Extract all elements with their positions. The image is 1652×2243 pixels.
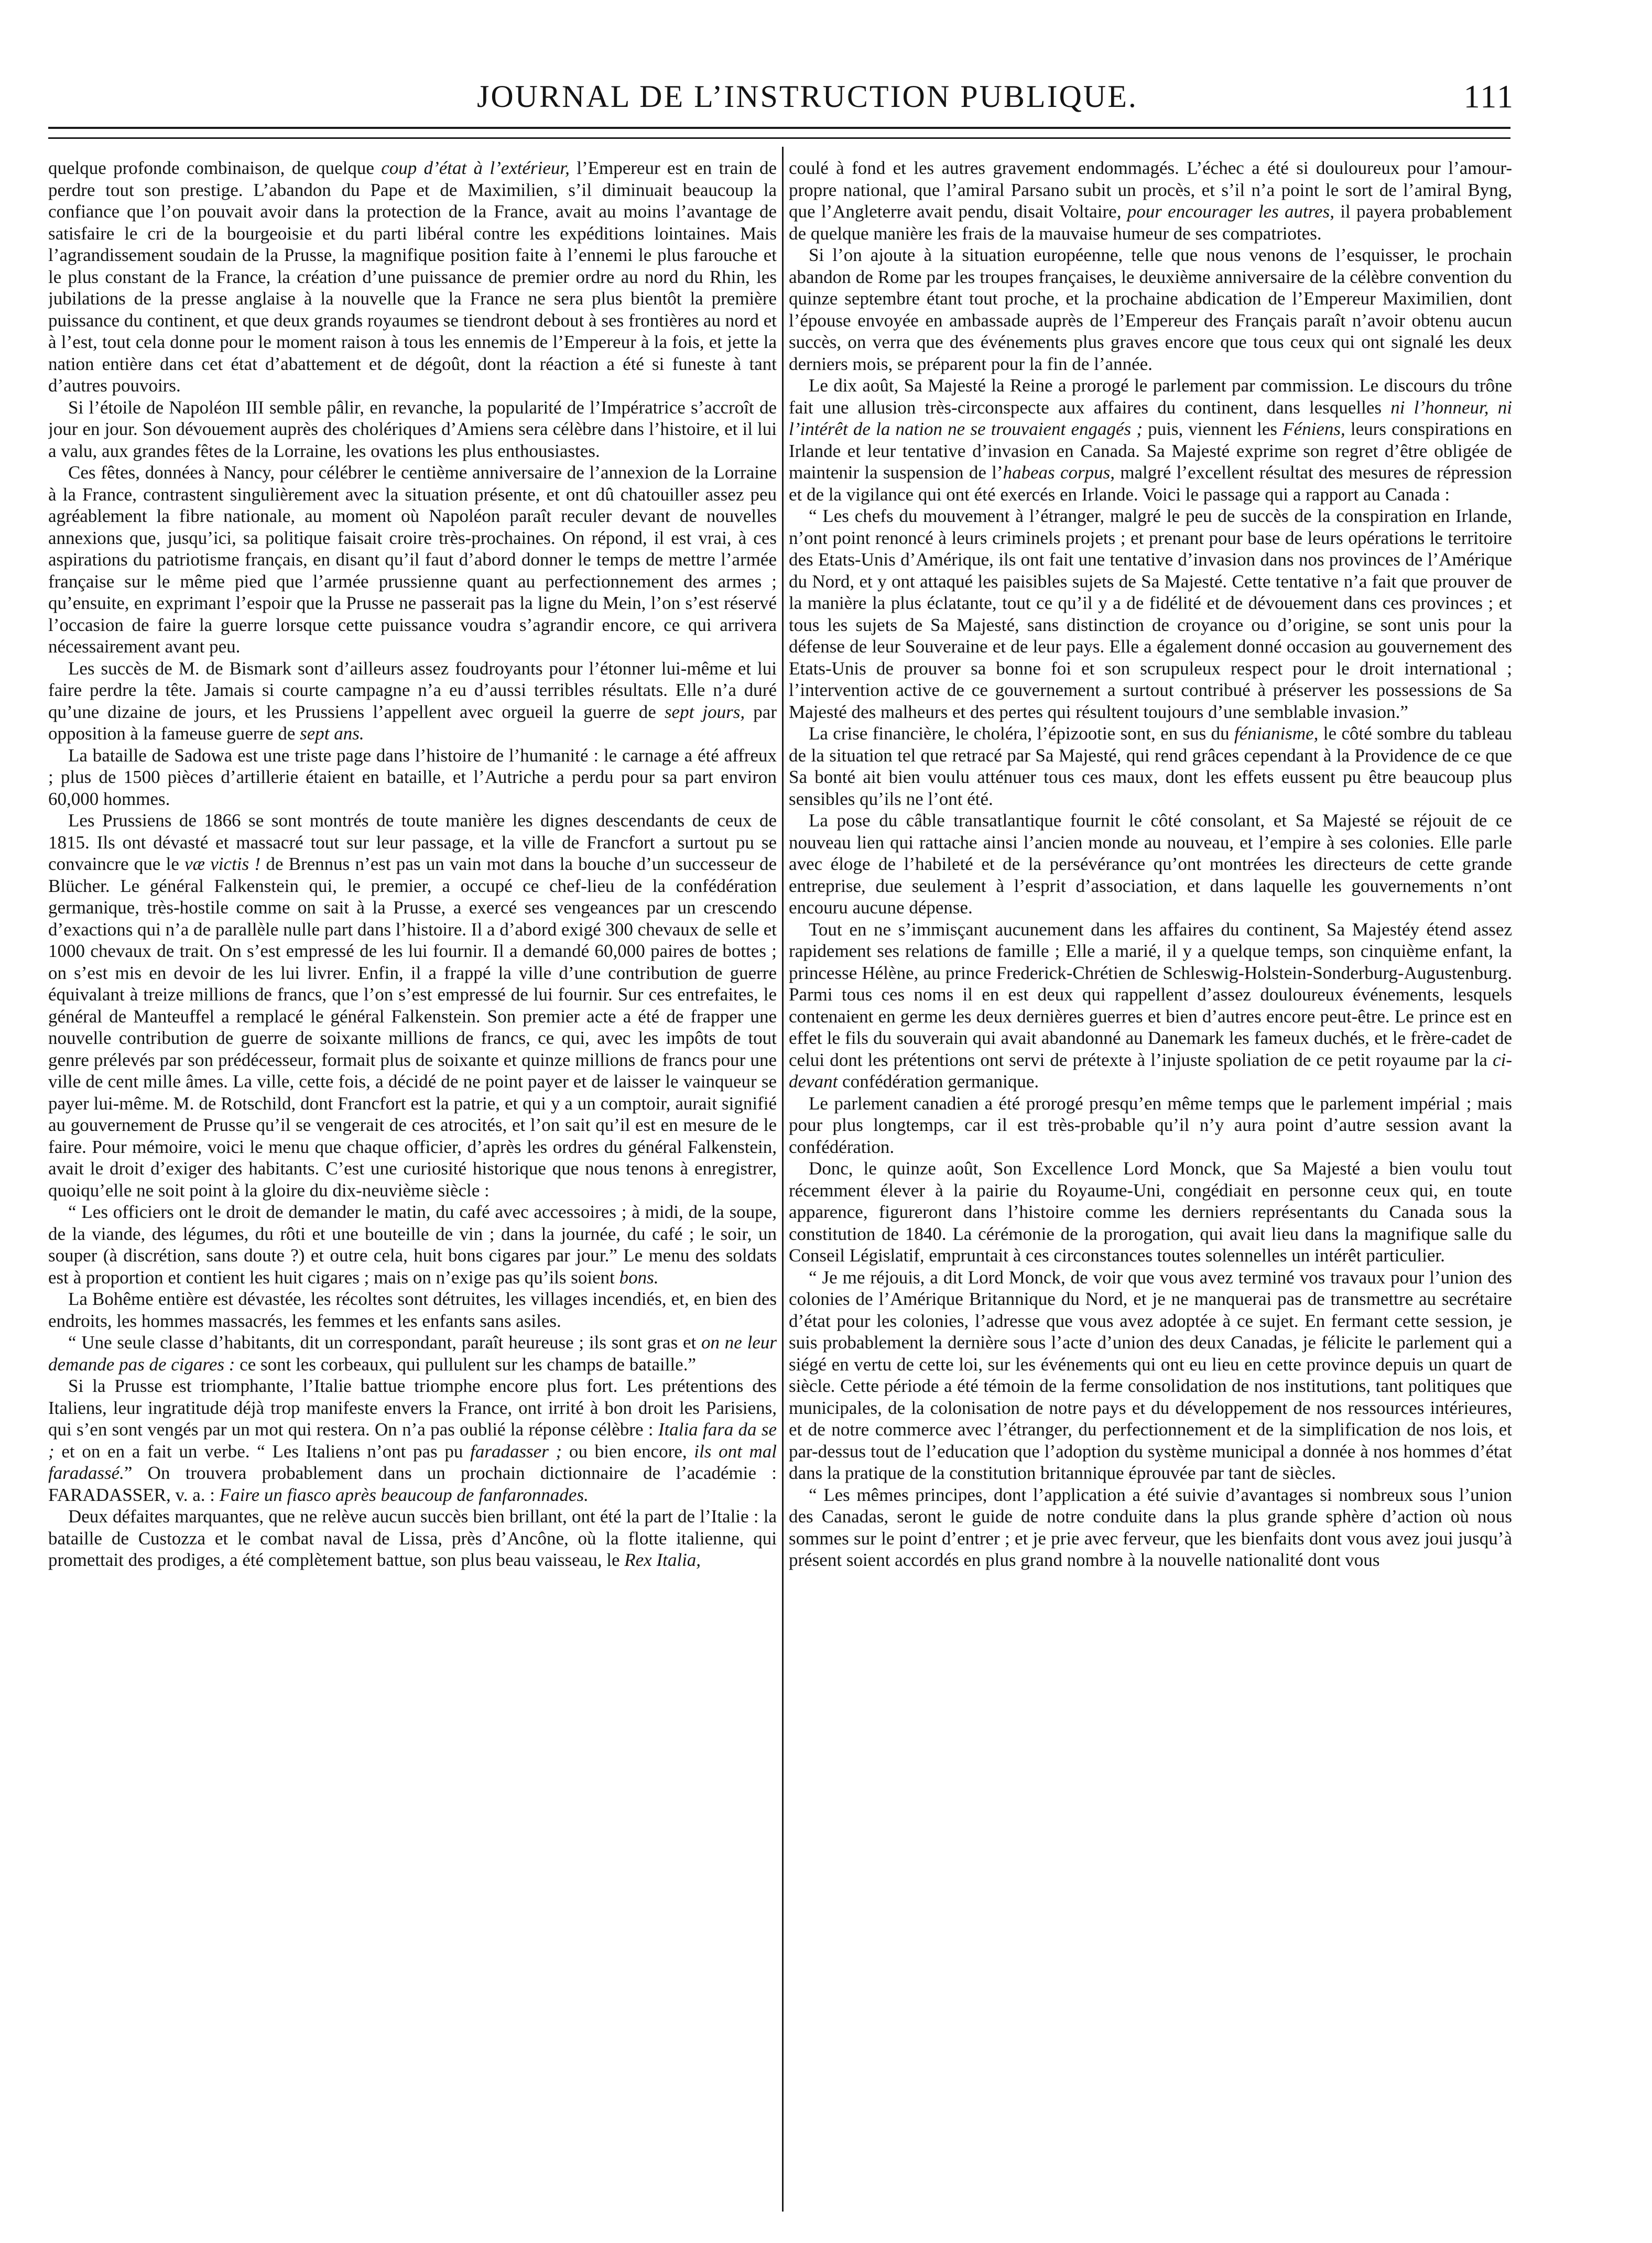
paragraph [789, 157, 1512, 244]
text-run: “ Les officiers ont le droit de demander le matin, du café avec accessoires ; à midi, de la soupe, de la viande, des légumes, du rôti et une bouteille de vin ; dans la journée, du café ; le soir, un souper (à discrétion, sans doute ?) et outre cela, huit bons cigares par jour.” Le menu des soldats est à proportion et contient les huit cigares ; mais on n’exige pas qu’ils soient [48, 1202, 777, 1288]
paragraph [48, 397, 777, 462]
paragraph [48, 157, 777, 397]
text-run: “ Les chefs du mouvement à l’étranger, malgré le peu de succès de la conspiration en Irlande, n’ont point renoncé à leurs criminels projets ; et prenant pour base de leurs opérations le territoire des Etats-Unis d’Amérique, ils ont fait une tentative d’invasion dans nos provinces de l’Amérique du Nord, et y ont attaqué les paisibles sujets de Sa Majesté. Cette tentative n’a fait que prouver de la manière la plus éclatante, tout ce qu’il y a de fidélité et de dévouement dans ces provinces ; et tous les sujets de Sa Majesté, sans distinction de croyance ou d’origine, se sont unis pour la défense de leur Souveraine et de leur pays. Elle a également donné occasion au gouvernement des Etats-Unis de prouver sa bonne foi et son scrupuleux respect pour le droit international ; l’intervention active de ce gouvernement a surtout contribué à préserver les possessions de Sa Majesté des malheurs et des pertes qui résultent toujours d’une semblable invasion.” [789, 506, 1512, 722]
text-run: La bataille de Sadowa est une triste page dans l’histoire de l’humanité : le carnage a été affreux ; plus de 1500 pièces d’artillerie étaient en bataille, et l’Autriche a perdu pour sa part environ 60,000 hommes. [48, 745, 777, 809]
italic-text: on ne leur demande pas de cigares : [48, 1332, 777, 1375]
paragraph [789, 1093, 1512, 1158]
text-run: l’Empereur est en train de perdre tout son prestige. L’abandon du Pape et de Maximilien, s’il diminuait beaucoup la confiance que l’on pouvait avoir dans la protection de la France, avait au moins l’avantage de satisfaire le cri de la bourgeoisie et du parti libéral contre les expéditions lointaines. Mais l’agrandissement soudain de la Prusse, la magnifique position faite à l’ennemi le plus farouche et le plus constant de la France, la création d’une puissance de premier ordre au nord du Rhin, les jubilations de la presse anglaise à la nouvelle que la France ne sera plus bientôt la première puissance du continent, et que deux grands royaumes se tiendront debout à ses frontières au nord et à l’est, tout cela donne pour le moment raison à tous les ennemis de l’Empereur à la fois, et jette la nation entière dans cet état d’abattement et de dégoût, dont la réaction a été si funeste à tant d’autres pouvoirs. [48, 158, 777, 396]
italic-text: sept ans. [300, 723, 364, 744]
paragraph [789, 919, 1512, 1093]
text-run: ou bien encore, [562, 1441, 694, 1462]
text-run: “ Une seule classe d’habitants, dit un correspondant, paraît heureuse ; ils sont gras et [68, 1332, 702, 1353]
text-run: confédération germanique. [838, 1071, 1039, 1092]
paragraph [789, 244, 1512, 375]
paragraph [789, 505, 1512, 723]
paragraph [48, 810, 777, 1201]
text-run: quelque profonde combinaison, de quelque [48, 158, 382, 178]
paragraph [48, 745, 777, 810]
italic-text: ils ont mal faradassé. [48, 1441, 777, 1483]
paragraph [48, 1506, 777, 1571]
page-number: 111 [1463, 79, 1515, 115]
italic-text: sept jours, [664, 701, 745, 722]
text-run: et on en a fait un verbe. “ Les Italiens n’ont pas pu [54, 1441, 471, 1462]
right-column [789, 157, 1512, 2201]
text-run: Si la Prusse est triomphante, l’Italie battue triomphe encore plus fort. Les prétentions des Italiens, leur ingratitude déjà trop manifeste envers la France, ont irrité à bon droit les Parisiens, qui s’en sont vengés par un mot qui restera. On n’a pas oublié la réponse célèbre : [48, 1376, 777, 1440]
text-run: Ces fêtes, données à Nancy, pour célébrer le centième anniversaire de l’annexion de la Lorraine à la France, contrastent singulièrement avec la situation présente, et ont dû chatouiller assez peu agréablement la fibre nationale, au moment où Napoléon paraît reculer devant de nouvelles annexions que, jusqu’ici, sa politique faisait croire très-prochaines. On répond, il est vrai, à ces aspirations du patriotisme français, en disant qu’il faut d’abord donner le temps de mettre l’armée française sur le même pied que l’armée prussienne quant au perfectionnement des armes ; qu’ensuite, en exprimant l’espoir que la Prusse ne passerait pas la ligne du Mein, l’on s’est réservé l’occasion de faire la guerre lorsque cette puissance voudra s’agrandir encore, ce qui arrivera nécessairement avant peu. [48, 462, 777, 657]
text-run: le côté sombre du tableau de la situation tel que retracé par Sa Majesté, qui rend grâces cependant à la Providence de ce que Sa bonté ait bien voulu atténuer tous ces maux, dont les effets eussent pu être beaucoup plus sensibles qu’ils ne l’ont été. [789, 723, 1512, 809]
text-run: Les succès de M. de Bismark sont d’ailleurs assez foudroyants pour l’étonner lui-même et lui faire perdre la tête. Jamais si courte campagne n’a eu d’aussi terribles résultats. Elle n’a duré qu’une dizaine de jours, et les Prussiens l’appellent avec orgueil la guerre de [48, 658, 777, 722]
italic-text: faradasser ; [470, 1441, 562, 1462]
text-run: “ Je me réjouis, a dit Lord Monck, de voir que vous avez terminé vos travaux pour l’union des colonies de l’Amérique Britannique du Nord, et je ne manquerai pas de transmettre au secrétaire d’état pour les colonies, l’adresse que vous avez adoptée à ce sujet. En fermant cette session, je suis probablement la dernière sous l’acte d’union des deux Canadas, je félicite le parlement qui a siégé en vertu de cette loi, sur les événements qui ont eu lieu en cette province depuis un quart de siècle. Cette période a été témoin de la ferme consolidation de nos institutions, tant politiques que municipales, de la colonisation de notre pays et du développement de nos ressources intérieures, et de notre commerce avec l’étranger, du perfectionnement et de la simplification de nos lois, et par-dessus tout de l’education que l’adoption du système municipal a donnée à nos hommes d’état dans la pratique de la constitution britannique éprouvée par tant de siècles. [789, 1267, 1512, 1483]
paragraph [789, 723, 1512, 810]
left-column [48, 157, 777, 2201]
header-rule-thick [48, 127, 1510, 129]
paragraph [48, 1201, 777, 1288]
italic-text: Rex Italia, [624, 1550, 701, 1570]
italic-text: bons. [619, 1267, 659, 1288]
header-rule-thin [48, 137, 1510, 139]
paragraph [48, 658, 777, 745]
italic-text: habeas corpus, [1003, 462, 1115, 483]
text-run: Le parlement canadien a été prorogé presqu’en même temps que le parlement impérial ; mais pour plus longtemps, car il est très-probable qu’il n’y aura point d’autre session avant la confédération. [789, 1093, 1512, 1157]
text-run: malgré l’excellent résultat des mesures de répression et de la vigilance qui ont été exercés en Irlande. Voici le passage qui a rapport au Canada : [789, 462, 1512, 505]
text-run: de Brennus n’est pas un vain mot dans la bouche d’un successeur de Blücher. Le général Falkenstein qui, le premier, a occupé ce chef-lieu de la confédération germanique, très-hostile comme on sait à la Prusse, a exercé ses vengeances par un crescendo d’exactions qui n’a de parallèle nulle part dans l’histoire. Il a d’abord exigé 300 chevaux de selle et 1000 chevaux de trait. On s’est empressé de les lui fournir. Il a demandé 60,000 paires de bottes ; on s’est mis en devoir de les lui livrer. Enfin, il a frappé la ville d’une contribution de guerre équivalant à treize millions de francs, que l’on s’est empressé de lui fournir. Sur ces entrefaites, le général de Manteuffel a remplacé le général Falkenstein. Son premier acte a été de frapper une nouvelle contribution de guerre de soixante millions de francs, ce qui, avec les impôts de tout genre prélevés par son prédécesseur, formait plus de soixante et quinze millions de francs pour une ville de cent mille âmes. La ville, cette fois, a décidé de ne point payer et de laisser le vainqueur se payer lui-même. M. de Rotschild, dont Francfort est la patrie, et qui y a un comptoir, aurait signifié au gouvernement de Prusse qu’il se vengerait de ces atrocités, et l’on sait qu’il est en mesure de le faire. Pour mémoire, voici le menu que chaque officier, d’après les ordres du général Falkenstein, avait le droit d’exiger des habitants. C’est une curiosité historique que nous tenons à enregistrer, quoiqu’elle ne soit point à la gloire du dix-neuvième siècle : [48, 854, 777, 1201]
text-run: coulé à fond et les autres gravement endommagés. L’échec a été si douloureux pour l’amour-propre national, que l’amiral Parsano subit un procès, et s’il n’a point le sort de l’amiral Byng, que l’Angleterre avait pendu, disait Voltaire, [789, 158, 1512, 222]
text-run: par opposition à la fameuse guerre de [48, 701, 777, 744]
text-run: “ Les mêmes principes, dont l’application a été suivie d’avantages si nombreux sous l’union des Canadas, seront le guide de notre conduite dans la plus grande sphère d’action où nous sommes sur le point d’entrer ; et je prie avec ferveur, que les bienfaits dont vous avez joui jusqu’à présent soient accordés en plus grand nombre à la nouvelle nationalité dont vous [789, 1484, 1512, 1570]
italic-text: væ victis ! [184, 854, 261, 874]
italic-text: coup d’état à l’extérieur, [381, 158, 570, 178]
paragraph [48, 1288, 777, 1332]
text-run: La crise financière, le choléra, l’épizootie sont, en sus du [809, 723, 1235, 744]
column-divider [782, 147, 784, 2212]
text-run: Le dix août, Sa Majesté la Reine a prorogé le parlement par commission. Le discours du trône fait une allusion très-circonspecte aux affaires du continent, dans lesquelles [789, 375, 1512, 418]
text-run: ” On trouvera probablement dans un prochain dictionnaire de l’académie : FARADASSER, v. a. : [48, 1463, 777, 1505]
paragraph [48, 1375, 777, 1506]
text-run: La pose du câble transatlantique fournit le côté consolant, et Sa Majesté se réjouit de ce nouveau lien qui rattache ainsi l’ancien monde au nouveau, et l’empire à ses colonies. Elle parle avec éloge de l’habileté et de la persévérance qu’ont montrées les directeurs de cette grande entreprise, due seulement à l’esprit d’association, et dans laquelle les gouvernements n’ont encouru aucune dépense. [789, 810, 1512, 918]
paragraph [789, 1484, 1512, 1571]
italic-text: Italia fara da se ; [48, 1419, 777, 1462]
text-run: Les Prussiens de 1866 se sont montrés de toute manière les dignes descendants de ceux de 1815. Ils ont dévasté et massacré tout sur leur passage, et la ville de Francfort a surtout pu se convaincre que le [48, 810, 777, 874]
italic-text: Faire un fiasco après beaucoup de fanfaronnades. [219, 1484, 589, 1505]
paragraph [789, 375, 1512, 505]
text-run: La Bohême entière est dévastée, les récoltes sont détruites, les villages incendiés, et, en bien des endroits, les hommes massacrés, les femmes et les enfants sans asiles. [48, 1289, 777, 1331]
text-run: Donc, le quinze août, Son Excellence Lord Monck, que Sa Majesté a bien voulu tout récemment élever à la pairie du Royaume-Uni, congédiait en personne ceux qui, en toute apparence, figureront dans l’histoire comme les derniers représentants du Canada sous la constitution de 1840. La cérémonie de la prorogation, qui avait lieu dans la magnifique salle du Conseil Législatif, empruntait à ces circonstances toutes solennelles un intérêt particulier. [789, 1158, 1512, 1266]
italic-text: ci-devant [789, 1049, 1512, 1092]
journal-title: JOURNAL DE L’INSTRUCTION PUBLIQUE. [477, 79, 1138, 114]
text-run: Si l’étoile de Napoléon III semble pâlir, en revanche, la popularité de l’Impératrice s’accroît de jour en jour. Son dévouement auprès des cholériques d’Amiens sera célèbre dans l’histoire, et il lui a valu, aux grandes fêtes de la Lorraine, les ovations les plus enthousiastes. [48, 397, 777, 461]
italic-text: Féniens, [1283, 419, 1345, 439]
text-run: Deux défaites marquantes, que ne relève aucun succès bien brillant, ont été la part de l’Italie : la bataille de Custozza et le combat naval de Lissa, près d’Ancône, où la flotte italienne, qui promettait des prodiges, a été complètement battue, son plus beau vaisseau, le [48, 1506, 777, 1570]
text-run: ce sont les corbeaux, qui pullulent sur les champs de bataille.” [235, 1354, 697, 1375]
text-run: Tout en ne s’immisçant aucunement dans les affaires du continent, Sa Majestéy étend assez rapidement ses relations de famille ; Elle a marié, il y a quelque temps, son cinquième enfant, la princesse Hélène, au prince Frederick-Chrétien de Schleswig-Holstein-Sonderburg-Augustenburg. Parmi tous ces noms il en est deux qui rappellent d’assez douloureux événements, lesquels contenaient en germe les deux dernières guerres et bien d’autres encore peut-être. Le prince est en effet le fils du souverain qui avait abandonné au Danemark les fameux duchés, et le frère-cadet de celui dont les prétentions ont servi de prétexte à l’injuste spoliation de ce petit royaume par la [789, 919, 1512, 1070]
text-run: il payera probablement de quelque manière les frais de la mauvaise humeur de ses compatriotes. [789, 201, 1512, 244]
paragraph [789, 1158, 1512, 1267]
paragraph [789, 1267, 1512, 1484]
text-run: Si l’on ajoute à la situation européenne, telle que nous venons de l’esquisser, le prochain abandon de Rome par les troupes françaises, le deuxième anniversaire de la célèbre convention du quinze septembre étant tout proche, et la prochaine abdication de l’Empereur Maximilien, dont l’épouse envoyée en ambassade auprès de l’Empereur des Français paraît n’avoir obtenu aucun succès, on verra que des événements plus graves encore que tous ceux qui ont signalé les deux derniers mois, se préparent pour la fin de l’année. [789, 245, 1512, 374]
italic-text: fénianisme, [1234, 723, 1319, 744]
text-run: puis, viennent les [1142, 419, 1283, 439]
text-run: leurs conspirations en Irlande et leur tentative d’invasion en Canada. Sa Majesté exprime son regret d’être obligée de maintenir la suspension de l’ [789, 419, 1512, 483]
paragraph [48, 462, 777, 658]
paragraph [48, 1332, 777, 1375]
italic-text: ni l’honneur, ni l’intérêt de la nation ne se trouvaient engagés ; [789, 397, 1512, 439]
italic-text: pour encourager les autres, [1127, 201, 1334, 222]
paragraph [789, 810, 1512, 919]
page-header [47, 79, 1515, 126]
